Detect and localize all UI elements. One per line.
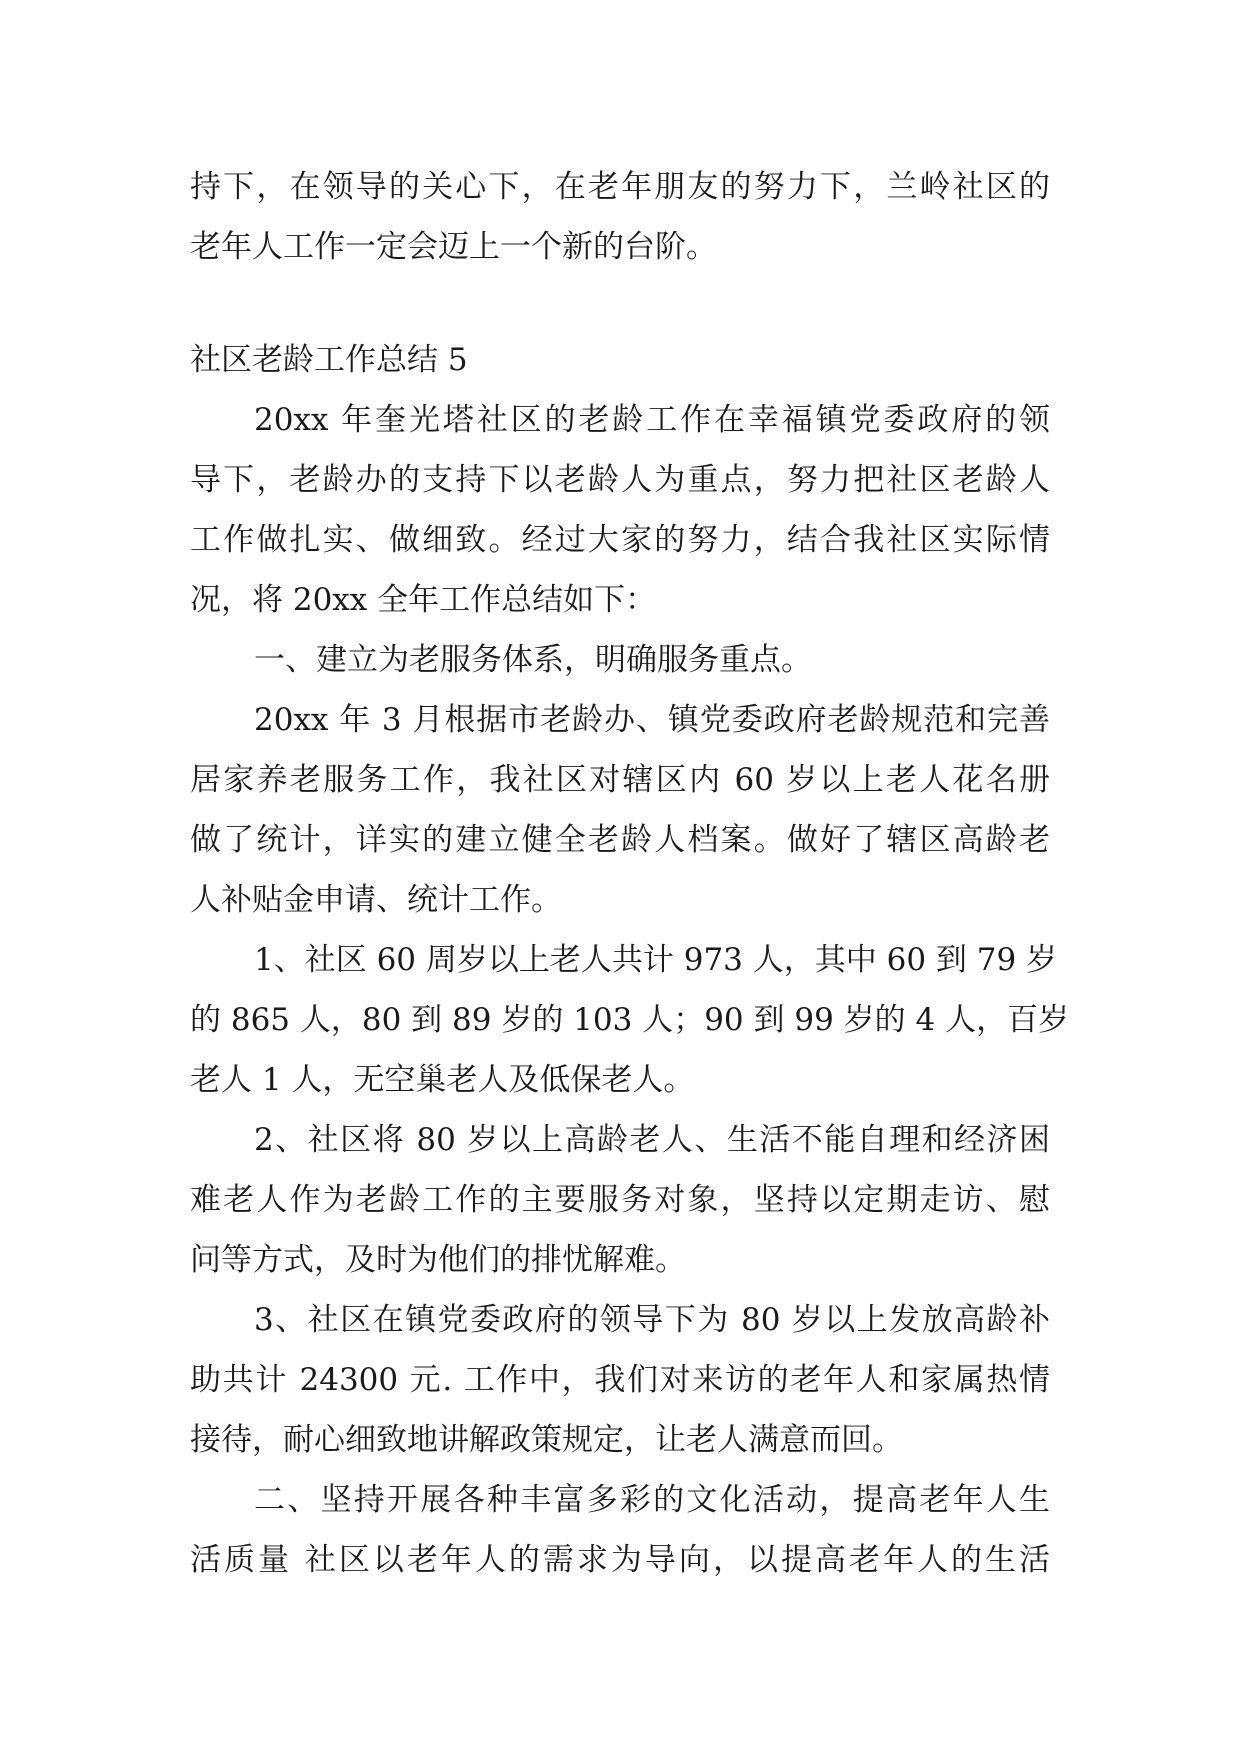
section-gap bbox=[190, 277, 1050, 330]
text-line: 2、社区将 80 岁以上高龄老人、生活不能自理和经济困 bbox=[254, 1122, 1050, 1158]
text-line: 1、社区 60 周岁以上老人共计 973 人，其中 60 到 79 岁 bbox=[254, 942, 1058, 978]
text-line: 二、坚持开展各种丰富多彩的文化活动，提高老年人生 bbox=[254, 1482, 1050, 1518]
paragraph-heading-one bbox=[190, 630, 1050, 690]
text-line: 问等方式，及时为他们的排忧解难。 bbox=[190, 1242, 686, 1278]
text-line: 一、建立为老服务体系，明确服务重点。 bbox=[254, 642, 812, 678]
paragraph-heading-two bbox=[190, 1470, 1050, 1590]
paragraph-archive bbox=[190, 690, 1050, 930]
text-line: 工作做扎实、做细致。经过大家的努力，结合我社区实际情 bbox=[190, 522, 1050, 558]
text-line: 3、社区在镇党委政府的领导下为 80 岁以上发放高龄补 bbox=[254, 1302, 1050, 1338]
text-line: 的 865 人，80 到 89 岁的 103 人；90 到 99 岁的 4 人，百岁 bbox=[190, 1002, 1070, 1038]
text-line: 老人 1 人，无空巢老人及低保老人。 bbox=[190, 1062, 695, 1098]
text-line: 接待，耐心细致地讲解政策规定，让老人满意而回。 bbox=[190, 1422, 903, 1458]
text-line: 难老人作为老龄工作的主要服务对象，坚持以定期走访、慰 bbox=[190, 1182, 1050, 1218]
paragraph-item-one bbox=[190, 930, 1070, 1110]
text-line: 居家养老服务工作，我社区对辖区内 60 岁以上老人花名册 bbox=[190, 762, 1050, 798]
text-line: 老年人工作一定会迈上一个新的台阶。 bbox=[190, 229, 717, 265]
intro-paragraph bbox=[190, 157, 1050, 277]
text-line: 20xx 年奎光塔社区的老龄工作在幸福镇党委政府的领 bbox=[254, 402, 1050, 438]
text-line: 20xx 年 3 月根据市老龄办、镇党委政府老龄规范和完善 bbox=[254, 702, 1050, 738]
text-line: 导下，老龄办的支持下以老龄人为重点，努力把社区老龄人 bbox=[190, 462, 1050, 498]
section-title: 社区老龄工作总结 5 bbox=[190, 342, 468, 378]
text-line: 人补贴金申请、统计工作。 bbox=[190, 882, 562, 918]
text-line: 持下，在领导的关心下，在老年朋友的努力下，兰岭社区的 bbox=[190, 169, 1050, 205]
text-line: 活质量 社区以老年人的需求为导向，以提高老年人的生活 bbox=[190, 1542, 1050, 1578]
paragraph-item-three bbox=[190, 1290, 1050, 1470]
text-line: 做了统计，详实的建立健全老龄人档案。做好了辖区高龄老 bbox=[190, 822, 1050, 858]
text-line: 况，将 20xx 全年工作总结如下： bbox=[190, 582, 657, 618]
paragraph-item-two bbox=[190, 1110, 1050, 1290]
document-body bbox=[190, 157, 1070, 1590]
text-line: 助共计 24300 元. 工作中，我们对来访的老年人和家属热情 bbox=[190, 1362, 1050, 1398]
paragraph-summary bbox=[190, 390, 1050, 630]
